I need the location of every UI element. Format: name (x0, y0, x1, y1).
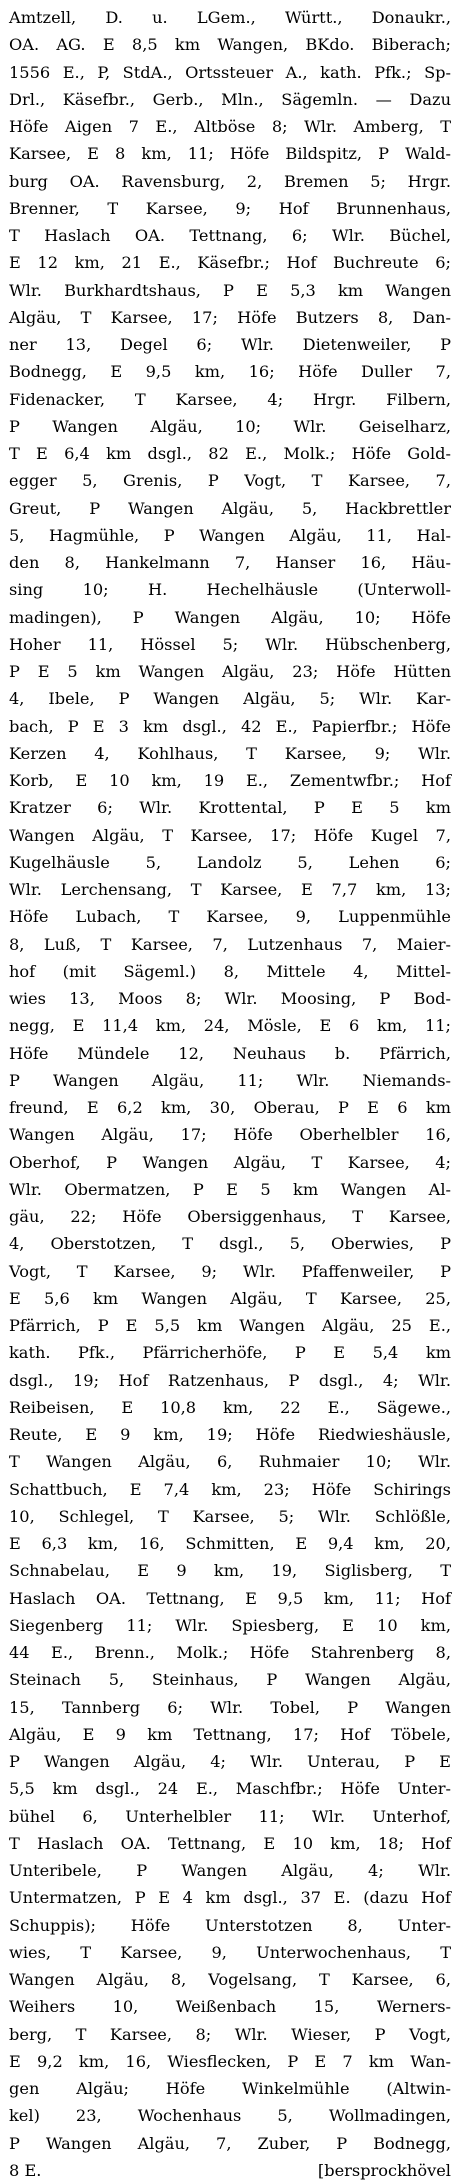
entry-text-line: gäu, 22; Höfe Obersiggenhaus, T Karsee, (9, 1207, 451, 1226)
entry-text-line: T E 6,4 km dsgl., 82 E., Molk.; Höfe Gold- (9, 444, 451, 463)
entry-text-line: Schnabelau, E 9 km, 19, Siglisberg, T (9, 1561, 451, 1581)
entry-text-line: Wangen Algäu, 17; Höfe Oberhelbler 16, (9, 1125, 451, 1145)
entry-text-line: E 12 km, 21 E., Käsefbr.; Hof Buchreute 6; (9, 253, 451, 273)
entry-text-line: Unteribele, P Wangen Algäu, 4; Wlr. (9, 1861, 451, 1880)
entry-text-line: P Wangen Algäu, 7, Zuber, P Bodnegg, (9, 2133, 451, 2153)
entry-text-line: Schuppis); Höfe Unterstotzen 8, Unter- (9, 1915, 451, 1935)
entry-text-line: T Haslach OA. Tettnang, 6; Wlr. Büchel, (9, 226, 451, 245)
entry-text-line: kath. Pfk., Pfärricherhöfe, P E 5,4 km (9, 1343, 451, 1363)
catchword: [bersprockhövel (317, 2160, 451, 2180)
entry-text-line: 8, Luß, T Karsee, 7, Lutzenhaus 7, Maier- (9, 934, 451, 954)
entry-text-line: E 9,2 km, 16, Wiesflecken, P E 7 km Wan- (9, 2051, 451, 2071)
entry-text-line: Wlr. Lerchensang, T Karsee, E 7,7 km, 13; (9, 880, 451, 899)
entry-text-line: hof (mit Sägeml.) 8, Mittele 4, Mittel- (9, 961, 451, 981)
entry-final-line-start: 8 E. (9, 2160, 42, 2180)
entry-text-line: 1556 E., P, StdA., Ortssteuer A., kath. Pfk.; Sp- (9, 62, 451, 82)
entry-text-line: kel) 23, Wochenhaus 5, Wollmadingen, (9, 2106, 451, 2126)
entry-text-line: P Wangen Algäu, 4; Wlr. Unterau, P E (9, 1752, 451, 1771)
entry-text-line: 4, Oberstotzen, T dsgl., 5, Oberwies, P (9, 1234, 451, 1254)
entry-text-line: Korb, E 10 km, 19 E., Zementwfbr.; Hof (9, 771, 451, 790)
entry-text-line: Algäu, T Karsee, 17; Höfe Butzers 8, Dan- (9, 307, 451, 327)
entry-text-line: Vogt, T Karsee, 9; Wlr. Pfaffenweiler, P (9, 1261, 451, 1281)
entry-text-line: Wangen Algäu, T Karsee, 17; Höfe Kugel 7, (9, 825, 451, 845)
entry-text-line: egger 5, Grenis, P Vogt, T Karsee, 7, (9, 471, 451, 491)
entry-text-line: E 5,6 km Wangen Algäu, T Karsee, 25, (9, 1288, 451, 1308)
entry-text-line: Greut, P Wangen Algäu, 5, Hackbrettler (9, 498, 451, 518)
entry-text-line: Hoher 11, Hössel 5; Wlr. Hübschenberg, (9, 634, 451, 654)
entry-text-line: 15, Tannberg 6; Wlr. Tobel, P Wangen (9, 1697, 451, 1717)
entry-text-line: 5, Hagmühle, P Wangen Algäu, 11, Hal- (9, 525, 451, 545)
entry-text-line: Reute, E 9 km, 19; Höfe Riedwieshäusle, (9, 1425, 451, 1444)
entry-text-line: berg, T Karsee, 8; Wlr. Wieser, P Vogt, (9, 2024, 451, 2044)
entry-text-line: P Wangen Algäu, 11; Wlr. Niemands- (9, 1070, 451, 1090)
entry-text-line: Wlr. Burkhardtshaus, P E 5,3 km Wangen (9, 280, 451, 300)
entry-text-line: Algäu, E 9 km Tettnang, 17; Hof Töbele, (9, 1724, 451, 1744)
entry-text-line: bühel 6, Unterhelbler 11; Wlr. Unterhof, (9, 1806, 451, 1826)
entry-text-line: Höfe Lubach, T Karsee, 9, Luppenmühle (9, 907, 451, 927)
entry-text-line: Siegenberg 11; Wlr. Spiesberg, E 10 km, (9, 1615, 451, 1635)
entry-text-line: ner 13, Degel 6; Wlr. Dietenweiler, P (9, 335, 451, 354)
entry-text-line: freund, E 6,2 km, 30, Oberau, P E 6 km (9, 1098, 451, 1117)
entry-text-line: gen Algäu; Höfe Winkelmühle (Altwin- (9, 2079, 451, 2098)
entry-text-line: T Haslach OA. Tettnang, E 10 km, 18; Hof (9, 1833, 451, 1853)
entry-text-line: Höfe Aigen 7 E., Altböse 8; Wlr. Amberg, T (9, 117, 451, 136)
entry-text-line: wies, T Karsee, 9, Unterwochenhaus, T (9, 1942, 451, 1962)
entry-text-line: OA. AG. E 8,5 km Wangen, BKdo. Biberach; (9, 35, 451, 55)
entry-text-line: bach, P E 3 km dsgl., 42 E., Papierfbr.; Höfe (9, 716, 451, 736)
entry-text-line: burg OA. Ravensburg, 2, Bremen 5; Hrgr. (9, 171, 451, 191)
entry-text-line: T Wangen Algäu, 6, Ruhmaier 10; Wlr. (9, 1452, 451, 1472)
entry-text-column (9, 4, 451, 2157)
entry-text-line: Kratzer 6; Wlr. Krottental, P E 5 km (9, 798, 451, 818)
entry-text-line: negg, E 11,4 km, 24, Mösle, E 6 km, 11; (9, 1016, 451, 1036)
entry-text-line: Haslach OA. Tettnang, E 9,5 km, 11; Hof (9, 1588, 451, 1608)
entry-text-line: Kugelhäusle 5, Landolz 5, Lehen 6; (9, 852, 451, 872)
entry-text-line: Pfärrich, P E 5,5 km Wangen Algäu, 25 E., (9, 1316, 451, 1335)
entry-text-line: 10, Schlegel, T Karsee, 5; Wlr. Schlößle, (9, 1506, 451, 1526)
entry-text-line: Weihers 10, Weißenbach 15, Werners- (9, 1997, 451, 2017)
entry-text-line: wies 13, Moos 8; Wlr. Moosing, P Bod- (9, 989, 451, 1008)
entry-text-line: den 8, Hankelmann 7, Hanser 16, Häu- (9, 553, 451, 572)
entry-text-line: sing 10; H. Hechelhäusle (Unterwoll- (9, 580, 451, 600)
entry-text-line: Brenner, T Karsee, 9; Hof Brunnenhaus, (9, 198, 451, 218)
entry-text-line: Drl., Käsefbr., Gerb., Mln., Sägemln. — Dazu (9, 89, 451, 109)
entry-text-line: Steinach 5, Steinhaus, P Wangen Algäu, (9, 1670, 451, 1690)
entry-text-line: Höfe Mündele 12, Neuhaus b. Pfärrich, (9, 1043, 451, 1063)
entry-text-line: dsgl., 19; Hof Ratzenhaus, P dsgl., 4; Wlr. (9, 1370, 451, 1390)
entry-text-line: 44 E., Brenn., Molk.; Höfe Stahrenberg 8, (9, 1643, 451, 1662)
entry-text-line: Schattbuch, E 7,4 km, 23; Höfe Schirings (9, 1479, 451, 1499)
entry-text-line: Karsee, E 8 km, 11; Höfe Bildspitz, P Wald- (9, 144, 451, 164)
entry-text-line: P E 5 km Wangen Algäu, 23; Höfe Hütten (9, 662, 451, 681)
entry-text-line: Fidenacker, T Karsee, 4; Hrgr. Filbern, (9, 389, 451, 409)
entry-text-line: Oberhof, P Wangen Algäu, T Karsee, 4; (9, 1152, 451, 1172)
entry-text-line: Kerzen 4, Kohlhaus, T Karsee, 9; Wlr. (9, 743, 451, 763)
entry-text-line: 5,5 km dsgl., 24 E., Maschfbr.; Höfe Unter- (9, 1779, 451, 1799)
entry-final-line (9, 2157, 451, 2184)
entry-text-line: Wlr. Obermatzen, P E 5 km Wangen Al- (9, 1179, 451, 1199)
entry-text-line: E 6,3 km, 16, Schmitten, E 9,4 km, 20, (9, 1534, 451, 1553)
entry-text-line: 4, Ibele, P Wangen Algäu, 5; Wlr. Kar- (9, 689, 451, 709)
entry-text-line: Untermatzen, P E 4 km dsgl., 37 E. (dazu Hof (9, 1888, 451, 1908)
entry-text-line: Wangen Algäu, 8, Vogelsang, T Karsee, 6, (9, 1970, 451, 1989)
entry-text-line: P Wangen Algäu, 10; Wlr. Geiselharz, (9, 416, 451, 436)
entry-text-line: Reibeisen, E 10,8 km, 22 E., Sägewe., (9, 1397, 451, 1417)
entry-text-line: madingen), P Wangen Algäu, 10; Höfe (9, 607, 451, 627)
entry-text-line: Amtzell, D. u. LGem., Württ., Donaukr., (9, 8, 451, 27)
entry-text-line: Bodnegg, E 9,5 km, 16; Höfe Duller 7, (9, 362, 451, 382)
